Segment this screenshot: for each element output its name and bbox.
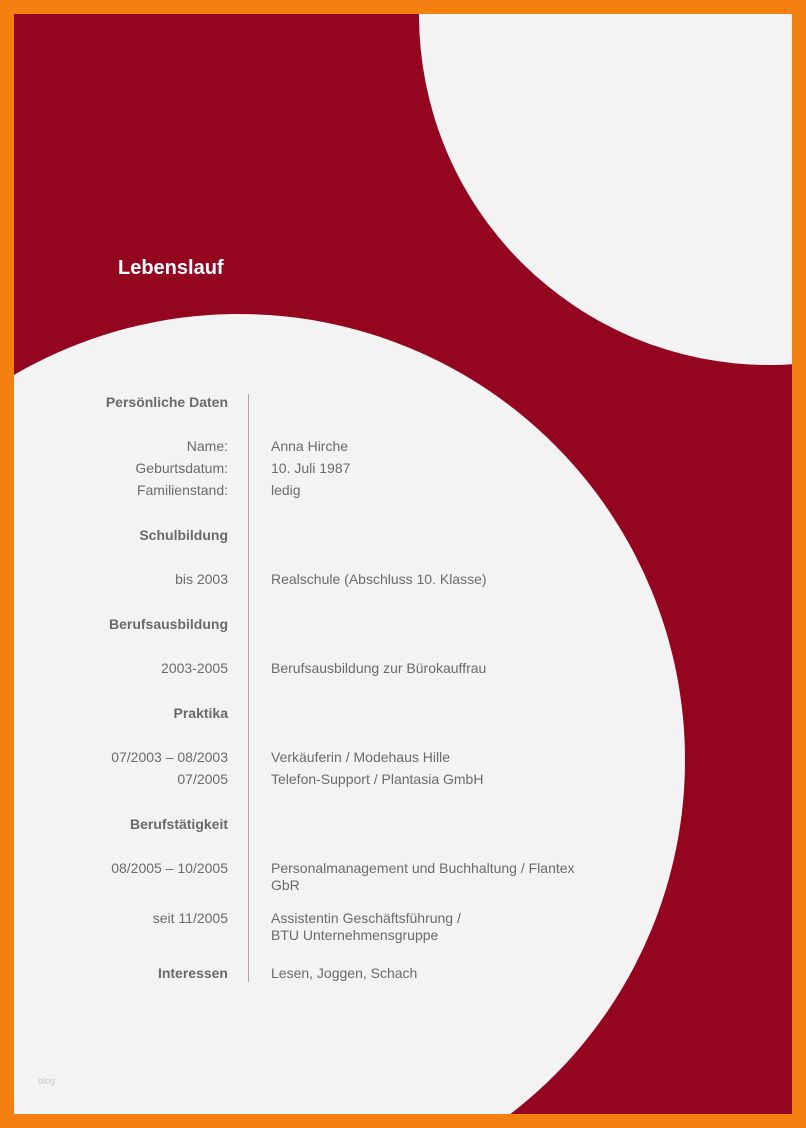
watermark: blog	[38, 1076, 56, 1086]
birthdate-value: 10. Juli 1987	[271, 460, 351, 476]
section-heading-school: Schulbildung	[139, 527, 228, 543]
internship-value: Telefon-Support / Plantasia GmbH	[271, 771, 484, 787]
employment-value-line2: BTU Unternehmensgruppe	[271, 927, 439, 943]
employment-date: seit 11/2005	[152, 910, 228, 926]
page-title: Lebenslauf	[118, 257, 224, 279]
vertical-divider	[248, 394, 249, 982]
school-date: bis 2003	[175, 571, 228, 587]
school-value: Realschule (Abschluss 10. Klasse)	[271, 571, 487, 587]
birthdate-label: Geburtsdatum:	[135, 460, 228, 476]
internship-date: 07/2003 – 08/2003	[111, 749, 228, 765]
internship-value: Verkäuferin / Modehaus Hille	[271, 749, 450, 765]
section-heading-personal: Persönliche Daten	[105, 394, 228, 410]
section-heading-interests: Interessen	[157, 965, 228, 981]
interests-value: Lesen, Joggen, Schach	[271, 965, 418, 981]
employment-value-line2: GbR	[271, 877, 300, 893]
employment-date: 08/2005 – 10/2005	[111, 860, 228, 876]
employment-value-line1: Assistentin Geschäftsführung /	[271, 910, 461, 926]
name-label: Name:	[186, 438, 228, 454]
name-value: Anna Hirche	[271, 438, 349, 454]
training-date: 2003-2005	[161, 660, 228, 676]
section-heading-training: Berufsausbildung	[108, 616, 228, 632]
training-value: Berufsausbildung zur Bürokauffrau	[271, 660, 487, 676]
background-shapes	[14, 14, 792, 1114]
internship-date: 07/2005	[177, 771, 228, 787]
marital-status-value: ledig	[271, 482, 301, 498]
resume-page	[14, 14, 792, 1114]
section-heading-internships: Praktika	[173, 705, 228, 721]
marital-status-label: Familienstand:	[136, 482, 228, 498]
section-heading-employment: Berufstätigkeit	[129, 816, 228, 832]
employment-value-line1: Personalmanagement und Buchhaltung / Flantex	[271, 860, 575, 876]
